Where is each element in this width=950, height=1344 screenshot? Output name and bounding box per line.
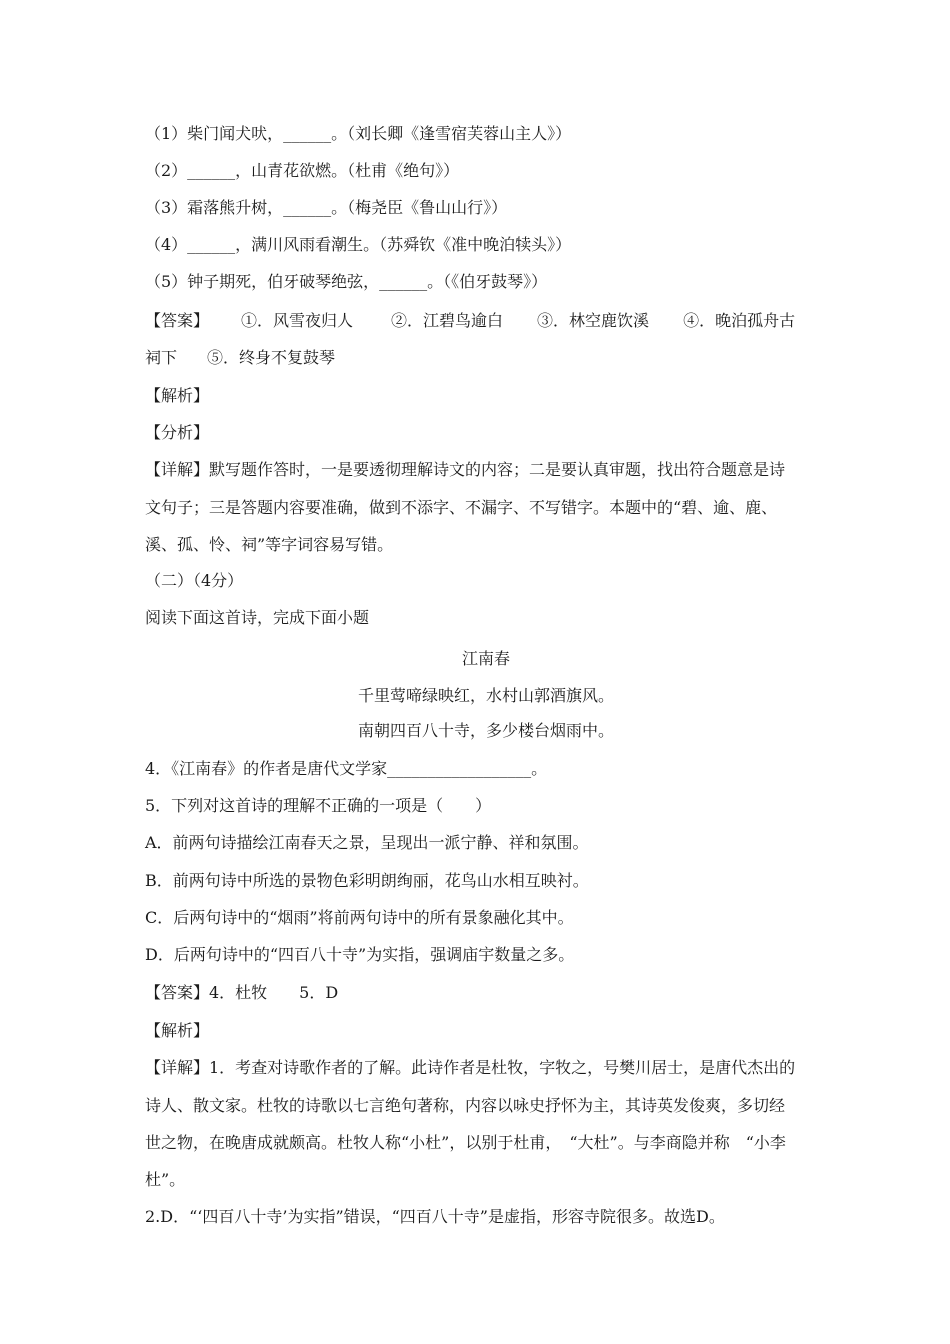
answer-1: ①．风雪夜归人 — [241, 311, 354, 330]
q3-answer-line — [145, 310, 795, 332]
q3-item-2: （2）______，山青花欲燃。（杜甫《绝句》） — [145, 161, 460, 180]
section2-detail-4: 杜”。 — [145, 1170, 186, 1189]
option-a: A．前两句诗描绘江南春天之景，呈现出一派宁静、祥和氛围。 — [145, 833, 589, 852]
q3-item-5: （5）钟子期死，伯牙破琴绝弦，______。（《伯牙鼓琴》） — [145, 272, 548, 291]
section2-detail-5: 2.D．“‘四百八十寺’为实指”错误，“四百八十寺”是虚指，形容寺院很多。故选D。 — [145, 1207, 725, 1226]
section2-heading: （二）（4分） — [145, 571, 244, 590]
answer-4: ④．晚泊孤舟古 — [683, 311, 796, 330]
q3-detail-1: 【详解】默写题作答时，一是要透彻理解诗文的内容；二是要认真审题，找出符合题意是诗 — [145, 460, 786, 479]
section2-detail-3: 世之物，在晚唐成就颇高。杜牧人称“小杜”，以别于杜甫， “大杜”。与李商隐并称 “小李 — [145, 1133, 786, 1152]
q3-item-3: （3）霜落熊升树，______。（梅尧臣《鲁山山行》） — [145, 198, 508, 217]
section2-analysis-label: 【解析】 — [145, 1021, 210, 1040]
answer-4-cont: 祠下 — [145, 348, 178, 367]
section2-detail-1: 【详解】1．考查对诗歌作者的了解。此诗作者是杜牧，字牧之，号樊川居士，是唐代杰出的 — [145, 1058, 796, 1077]
q3-detail-2: 文句子；三是答题内容要准确，做到不添字、不漏字、不写错字。本题中的“碧、逾、鹿、 — [145, 498, 778, 517]
poem-line-1: 千里莺啼绿映红，水村山郭酒旗风。 — [357, 686, 614, 705]
option-b: B．前两句诗中所选的景物色彩明朗绚丽，花鸟山水相互映衬。 — [145, 871, 589, 890]
answer-2: ②．江碧鸟逾白 — [391, 311, 504, 330]
q3-item-1: （1）柴门闻犬吠，______。（刘长卿《逢雪宿芙蓉山主人》） — [145, 124, 572, 143]
section2-detail-2: 诗人、散文家。杜牧的诗歌以七言绝句著称，内容以咏史抒怀为主，其诗英发俊爽，多切经 — [145, 1096, 786, 1115]
q3-detail-3: 溪、孤、怜、祠”等字词容易写错。 — [145, 535, 394, 554]
q3-answer-line-2 — [145, 347, 335, 369]
option-c: C．后两句诗中的“烟雨”将前两句诗中的所有景象融化其中。 — [145, 908, 574, 927]
poem-title: 江南春 — [461, 649, 510, 668]
answer-5: ⑤．终身不复鼓琴 — [207, 348, 336, 367]
section2-answer: 【答案】4．杜牧 5．D — [145, 983, 339, 1002]
fenxi-label: 【分析】 — [145, 423, 210, 442]
answer-label: 【答案】 — [145, 311, 210, 330]
answer-3: ③．林空鹿饮溪 — [537, 311, 650, 330]
poem-line-2: 南朝四百八十寺，多少楼台烟雨中。 — [357, 721, 614, 740]
section2-instruction: 阅读下面这首诗，完成下面小题 — [145, 608, 370, 627]
q3-item-4: （4）______，满川风雨看潮生。（苏舜钦《准中晚泊犊头》） — [145, 235, 572, 254]
option-d: D．后两句诗中的“四百八十寺”为实指，强调庙宇数量之多。 — [145, 945, 575, 964]
question-5: 5．下列对这首诗的理解不正确的一项是（ ） — [145, 796, 492, 815]
analysis-label: 【解析】 — [145, 386, 210, 405]
question-4: 4．《江南春》的作者是唐代文学家__________________。 — [145, 759, 548, 778]
